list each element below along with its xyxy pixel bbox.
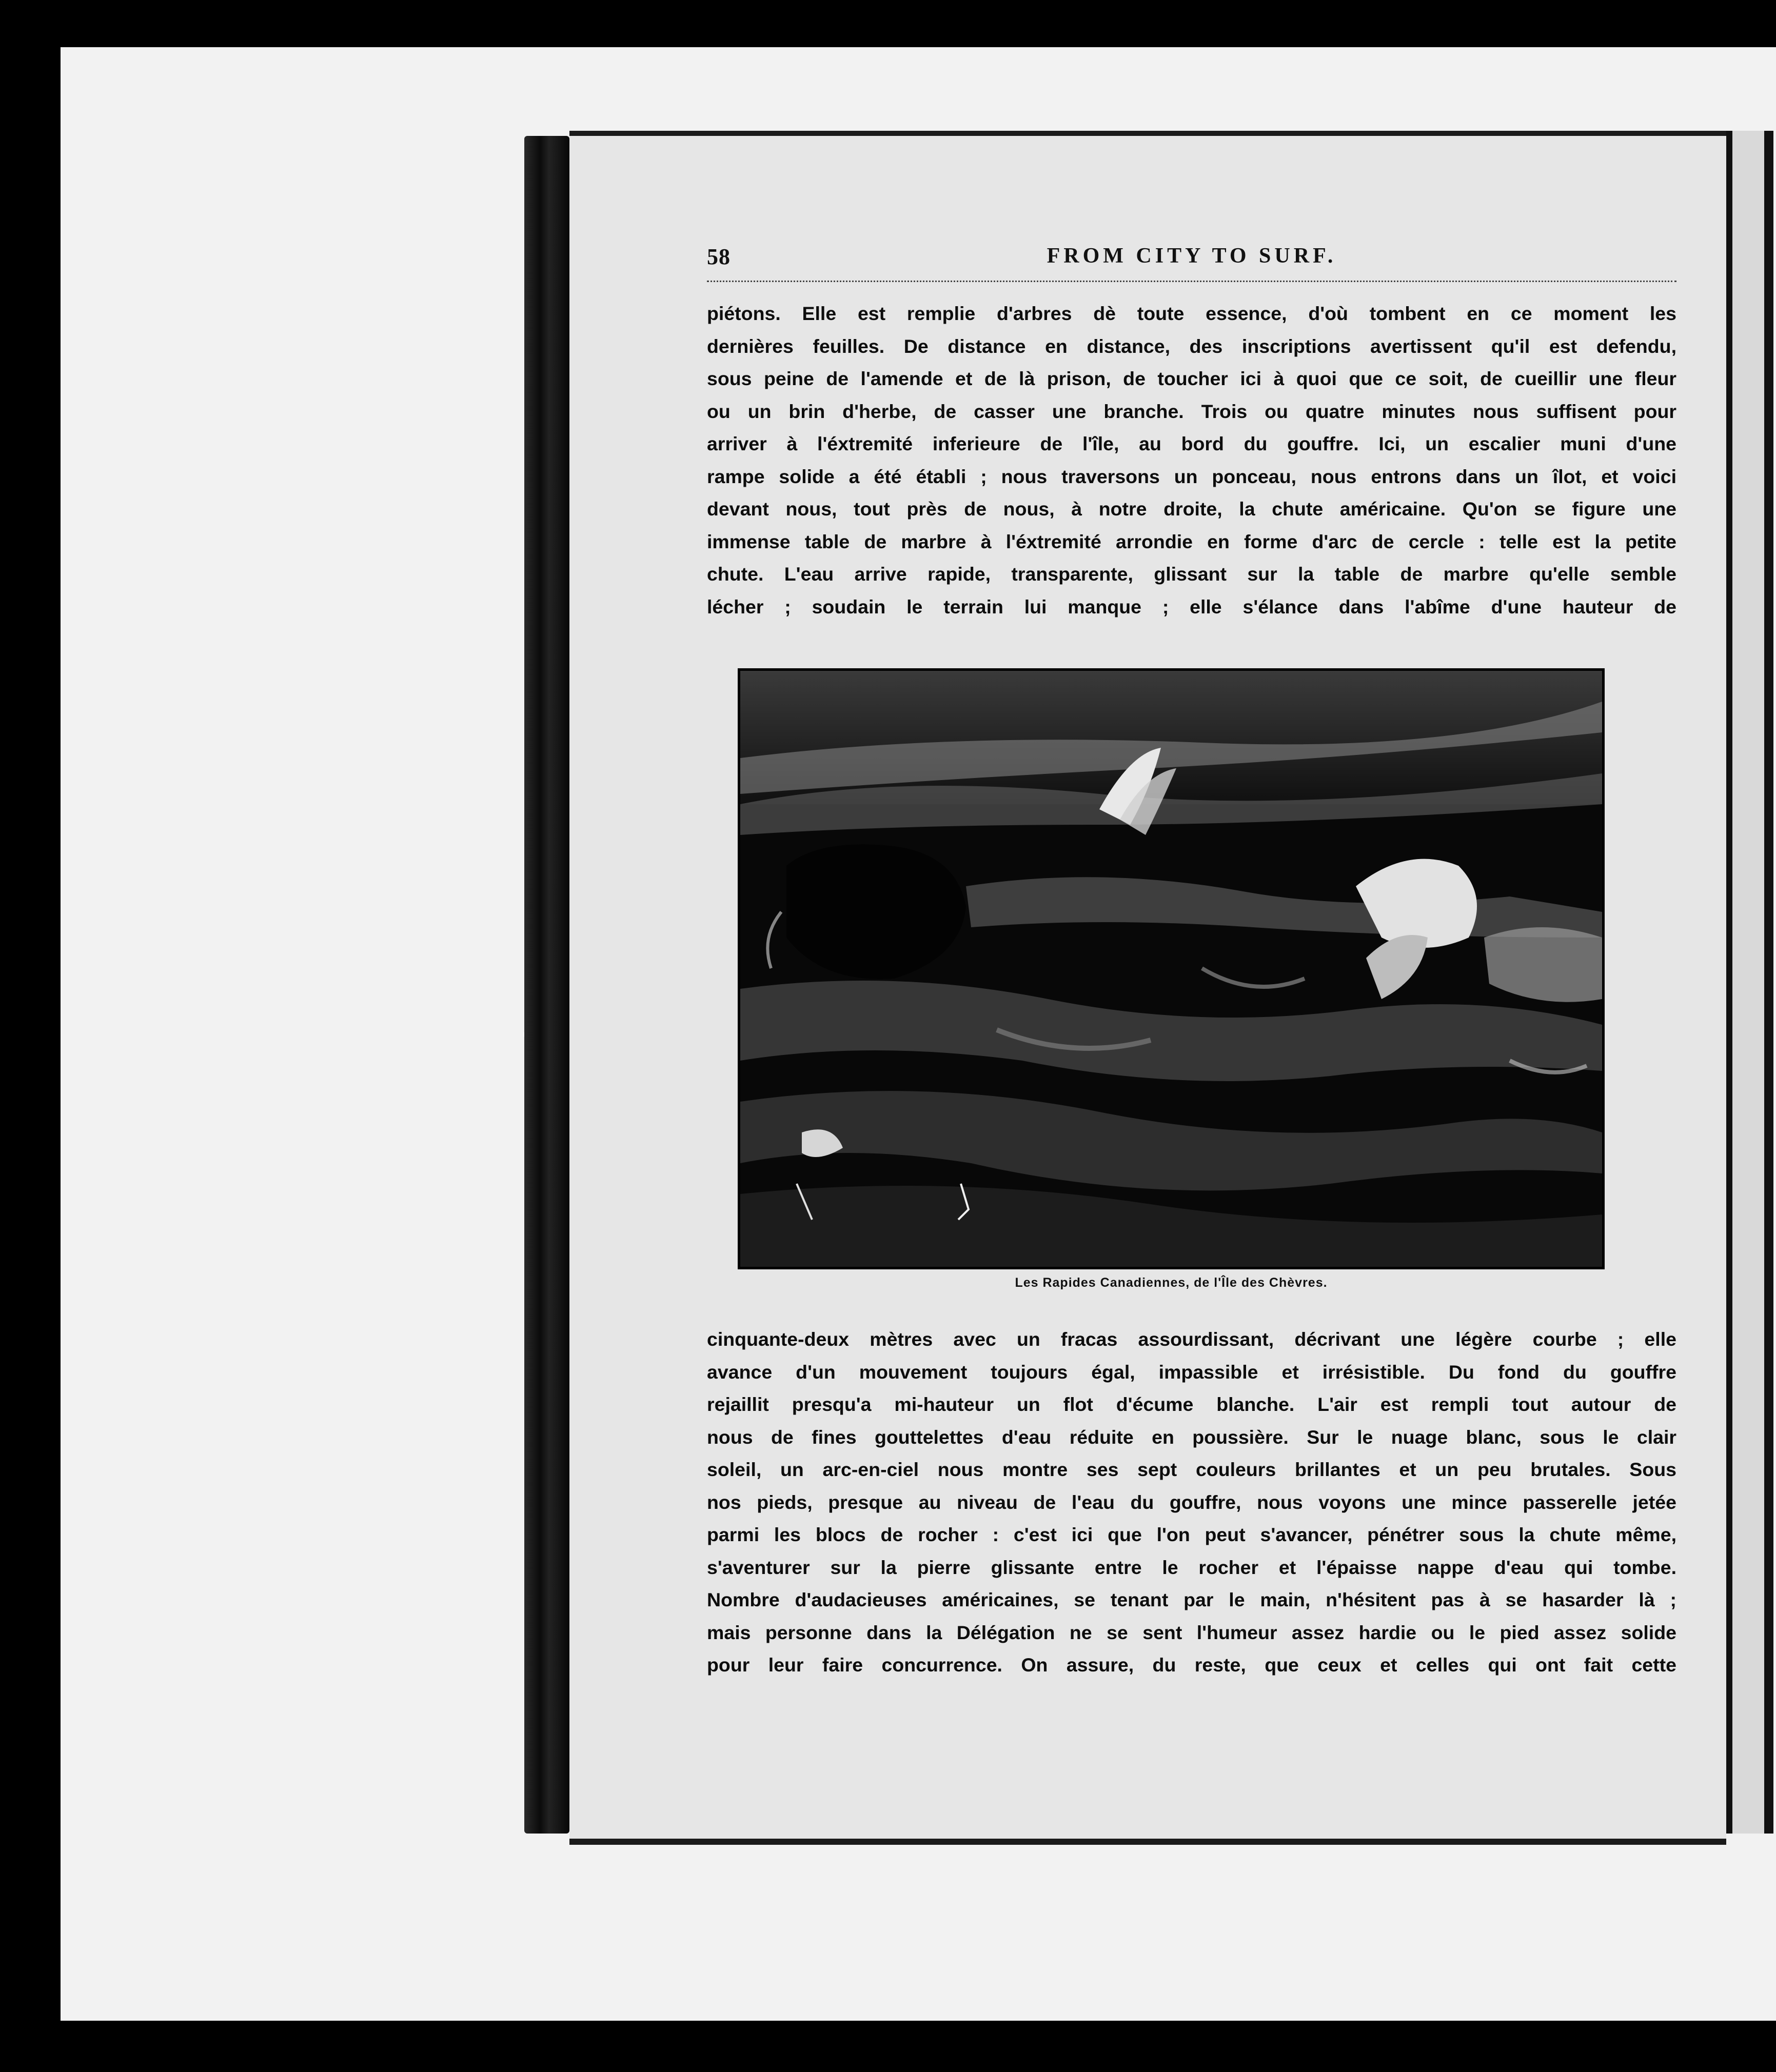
text-line: Nombre d'audacieuses américaines, se tenant par le main, n'hésitent pas à se hasarder là ; — [707, 1589, 1676, 1610]
text-line: nous de fines gouttelettes d'eau réduite en poussière. Sur le nuage blanc, sous le clair — [707, 1426, 1676, 1448]
text-line: piétons. Elle est remplie d'arbres dè toute essence, d'où tombent en ce moment les — [707, 303, 1676, 324]
body-text-top — [707, 297, 1676, 623]
text-line: ou un brin d'herbe, de casser une branche. Trois ou quatre minutes nous suffisent pour — [707, 400, 1676, 422]
book-spine — [524, 136, 569, 1834]
text-line: chute. L'eau arrive rapide, transparente, glissant sur la table de marbre qu'elle semble — [707, 563, 1676, 585]
running-head — [707, 244, 1676, 274]
running-title: FROM CITY TO SURF. — [1047, 244, 1337, 268]
body-text-bottom — [707, 1323, 1676, 1682]
text-line: lécher ; soudain le terrain lui manque ; elle s'élance dans l'abîme d'une hauteur de — [707, 595, 1676, 617]
book-page — [569, 131, 1726, 1845]
text-line: devant nous, tout près de nous, à notre droite, la chute américaine. Qu'on se figure une — [707, 498, 1676, 520]
text-line: s'aventurer sur la pierre glissante entre le rocher et l'épaisse nappe d'eau qui tombe. — [707, 1556, 1676, 1578]
text-line: pour leur faire concurrence. On assure, du reste, que ceux et celles qui ont fait cette — [707, 1654, 1676, 1676]
figure-caption: Les Rapides Canadiennes, de l'Île des Chèvres. — [1015, 1276, 1328, 1290]
text-line: rejaillit presqu'a mi-hauteur un flot d'écume blanche. L'air est rempli tout autour de — [707, 1393, 1676, 1415]
facing-page-edge — [1726, 131, 1773, 1834]
rapids-illustration — [740, 671, 1602, 1267]
text-line: arriver à l'éxtremité inferieure de l'île, au bord du gouffre. Ici, un escalier muni d'une — [707, 433, 1676, 454]
text-line: dernières feuilles. De distance en distance, des inscriptions avertissent qu'il est defendu, — [707, 335, 1676, 357]
text-line: nos pieds, presque au niveau de l'eau du gouffre, nous voyons une mince passerelle jetée — [707, 1491, 1676, 1513]
text-line: soleil, un arc-en-ciel nous montre ses sept couleurs brillantes et un peu brutales. Sous — [707, 1459, 1676, 1480]
text-line: sous peine de l'amende et de là prison, de toucher ici à quoi que ce soit, de cueillir une fleur — [707, 368, 1676, 389]
text-line: cinquante-deux mètres avec un fracas assourdissant, décrivant une légère courbe ; elle — [707, 1328, 1676, 1350]
header-rule — [707, 281, 1676, 282]
text-line: mais personne dans la Délégation ne se sent l'humeur assez hardie ou le pied assez solide — [707, 1621, 1676, 1643]
text-line: avance d'un mouvement toujours égal, impassible et irrésistible. Du fond du gouffre — [707, 1361, 1676, 1383]
text-line: rampe solide a été établi ; nous traversons un ponceau, nous entrons dans un îlot, et voici — [707, 465, 1676, 487]
page-number: 58 — [707, 244, 731, 269]
text-line: immense table de marbre à l'éxtremité arrondie en forme d'arc de cercle : telle est la petite — [707, 530, 1676, 552]
rapids-engraving — [738, 668, 1605, 1269]
text-line: parmi les blocs de rocher : c'est ici que l'on peut s'avancer, pénétrer sous la chute même, — [707, 1524, 1676, 1545]
